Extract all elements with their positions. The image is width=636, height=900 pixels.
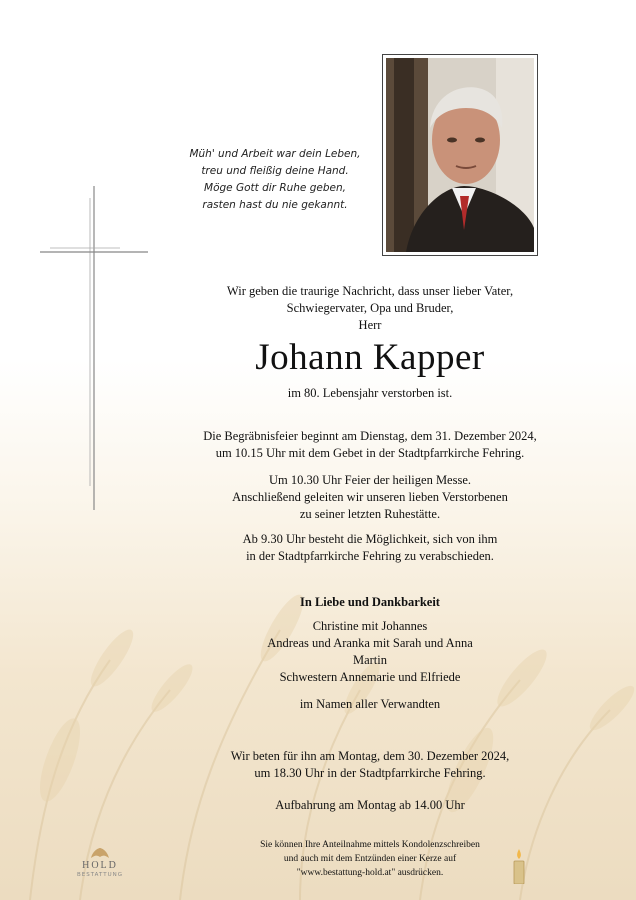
poem-line: Müh' und Arbeit war dein Leben, bbox=[189, 148, 361, 160]
prayer-info bbox=[150, 748, 590, 782]
mass-line: zu seiner letzten Ruhestätte. bbox=[299, 507, 441, 521]
family-member: Martin bbox=[352, 653, 388, 667]
funeral-info bbox=[150, 428, 590, 462]
poem-line: Möge Gott dir Ruhe geben, bbox=[204, 182, 346, 194]
announcement-intro bbox=[150, 283, 590, 334]
age-line: im 80. Lebensjahr verstorben ist. bbox=[287, 386, 453, 400]
hold-leaf-icon bbox=[89, 846, 111, 860]
farewell-line: Ab 9.30 Uhr besteht die Möglichkeit, sich von ihm bbox=[242, 532, 498, 546]
mass-line: Anschließend geleiten wir unseren lieben Verstorbenen bbox=[232, 490, 508, 504]
poem-line: rasten hast du nie gekannt. bbox=[202, 199, 348, 211]
farewell-line: in der Stadtpfarrkirche Fehring zu verabschieden. bbox=[246, 549, 494, 563]
prayer-line: um 18.30 Uhr in der Stadtpfarrkirche Fehring. bbox=[254, 766, 486, 780]
relatives-line: im Namen aller Verwandten bbox=[299, 697, 441, 711]
funeral-line: Die Begräbnisfeier beginnt am Dienstag, dem 31. Dezember 2024, bbox=[203, 429, 537, 443]
poem-line: treu und fleißig deine Hand. bbox=[201, 165, 349, 177]
viewing-info: Aufbahrung am Montag ab 14.00 Uhr bbox=[275, 798, 465, 812]
footer-line: Sie können Ihre Anteilnahme mittels Kondolenzschreiben bbox=[260, 840, 480, 850]
mass-info bbox=[150, 472, 590, 523]
farewell-info bbox=[150, 531, 590, 565]
family-member: Schwestern Annemarie und Elfriede bbox=[279, 670, 461, 684]
cross-icon bbox=[40, 186, 148, 510]
footer-line: "www.bestattung-hold.at" ausdrücken. bbox=[296, 868, 444, 878]
love-heading: In Liebe und Dankbarkeit bbox=[300, 595, 440, 609]
intro-line: Herr bbox=[358, 318, 382, 332]
hold-bestattung-logo bbox=[74, 846, 126, 879]
intro-line: Schwiegervater, Opa und Bruder, bbox=[286, 301, 454, 315]
family-member: Andreas und Aranka mit Sarah und Anna bbox=[267, 636, 473, 650]
intro-line: Wir geben die traurige Nachricht, dass unser lieber Vater, bbox=[226, 284, 514, 298]
mass-line: Um 10.30 Uhr Feier der heiligen Messe. bbox=[268, 473, 472, 487]
candle-icon bbox=[512, 848, 526, 884]
footer-line: und auch mit dem Entzünden einer Kerze auf bbox=[283, 854, 457, 864]
family-list bbox=[150, 618, 590, 686]
family-member: Christine mit Johannes bbox=[312, 619, 428, 633]
portrait-image bbox=[386, 58, 534, 252]
funeral-line: um 10.15 Uhr mit dem Gebet in der Stadtpfarrkirche Fehring. bbox=[215, 446, 525, 460]
poem bbox=[150, 146, 400, 214]
logo-name: HOLD bbox=[82, 860, 118, 871]
deceased-name: Johann Kapper bbox=[255, 337, 485, 378]
portrait-photo bbox=[382, 54, 538, 256]
logo-subtitle: BESTATTUNG bbox=[76, 872, 124, 878]
prayer-line: Wir beten für ihn am Montag, dem 30. Dezember 2024, bbox=[230, 749, 510, 763]
